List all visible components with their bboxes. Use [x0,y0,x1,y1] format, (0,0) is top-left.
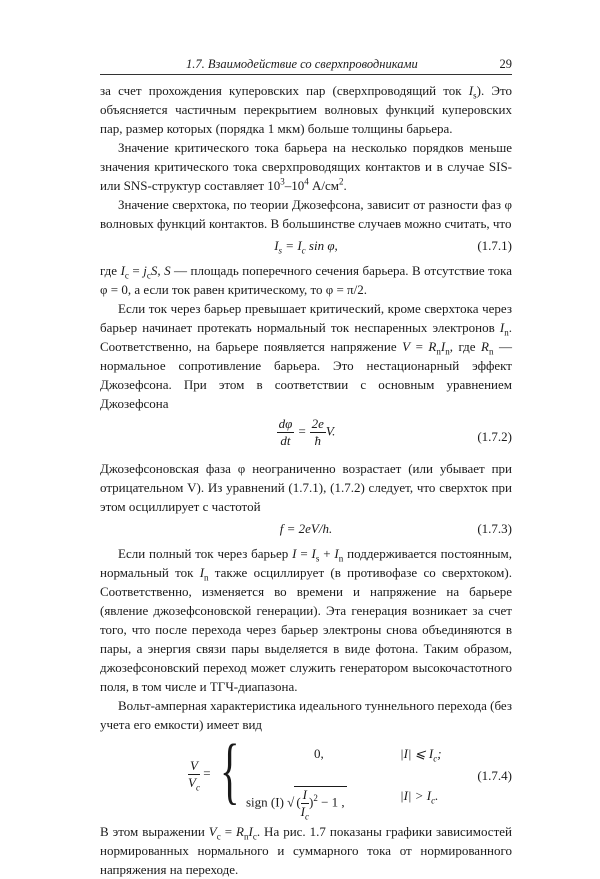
equation-lhs: $\frac{V}{V_c}$ = [188,758,211,793]
paragraph-1: за счет прохождения куперовских пар (сверхпроводящий ток $I_s$). Это объясняется частичным перекрытием волновых функций куперовских пар, размер которых (порядка 1 мкм) больше толщины барьера. [100,83,513,136]
equation-1-7-3 [100,519,512,541]
paragraph-2: Значение критического тока барьера на несколько порядков меньше значения критического тока сверхпроводящих контактов и в случае SIS- или SNS-структур составляет $10^3-10^4$ $А/см^2$. [100,140,512,193]
equation-1-7-2 [100,416,512,456]
paragraph-9: В этом выражении $V_c = R_nI_c$. На рис. 1.7 показаны графики зависимостей нормированных нормального и суммарного тока от нормированного напряжения на переходе. [100,824,512,877]
equation-number: (1.7.1) [477,238,512,253]
paragraph-6: Джозефсоновская фаза φ неограниченно возрастает (или убывает при отрицательном V). Из уравнений (1.7.1), (1.7.2) следует, что сверхток при этом осциллирует с частотой [100,461,512,514]
equation-formula: f = 2eV/h. [279,521,333,536]
running-title: 1.7. Взаимодействие со сверхпроводниками [186,57,418,71]
equation-number: (1.7.4) [477,768,512,783]
equation-formula: $\frac{d\varphi}{dt}$ = $\frac{2e}{ħ}$ V. [278,416,336,448]
text-body [100,81,512,879]
equation-1-7-1 [100,236,512,258]
page-number: 29 [499,57,512,71]
paragraph-4: где $I_c = j_cS$, S — площадь поперечного сечения барьера. В отсутствие тока φ = 0, а если ток равен критическому, то φ = π/2. [100,263,512,297]
running-header [100,56,512,75]
paragraph-5: Если ток через барьер превышает критический, кроме сверхтока через барьер начинает протекать нормальный ток неспаренных электронов $I_n$. Соответственно, на барьере появляется напряжение $V = R_nI_n$, где $R_n$ — нормальное сопротивление барьера. Это нестационарный эффект Джозефсона. При этом в соответствии с основным уравнением Джозефсона [100,301,512,411]
case-1-value: 0, [314,746,324,761]
equation-number: (1.7.2) [477,429,512,444]
case-2-value: sign (I) √ ( $\frac{I}{I_c}$ )$^2$ − 1 , [246,787,345,822]
paragraph-7: Если полный ток через барьер $I = I_s + I_n$ поддерживается постоянным, нормальный ток $I_n$ также осциллирует (в противофазе со сверхтоком). Соответственно, изменяется во времени и напряжение на барьере (явление джозефсоновской генерации). Эта генерация возникает за счет того, что после перехода через барьер электроны снова объединяются в пары, а энергия связи пары выделяется в виде фотона. Таким образом, джозефсоновский переход может служить генератором высокочастотного поля, в том числе и ТГЧ-диапазона. [100,546,513,694]
left-brace: { [220,730,240,812]
paragraph-3: Значение сверхтока, по теории Джозефсона, зависит от разности фаз φ волновых функций контактов. В большинстве случаев можно считать, что [100,197,512,231]
paragraph-8: Вольт-амперная характеристика идеального туннельного перехода (без учета его емкости) имеет вид [100,698,512,732]
equation-number: (1.7.3) [477,521,512,536]
case-1-condition: |I| ⩽ $I_c$; [400,746,442,764]
equation-formula: $I_s = I_c$ sin φ, [274,238,338,256]
case-2-condition: $|I| > I_c$. [400,788,439,806]
